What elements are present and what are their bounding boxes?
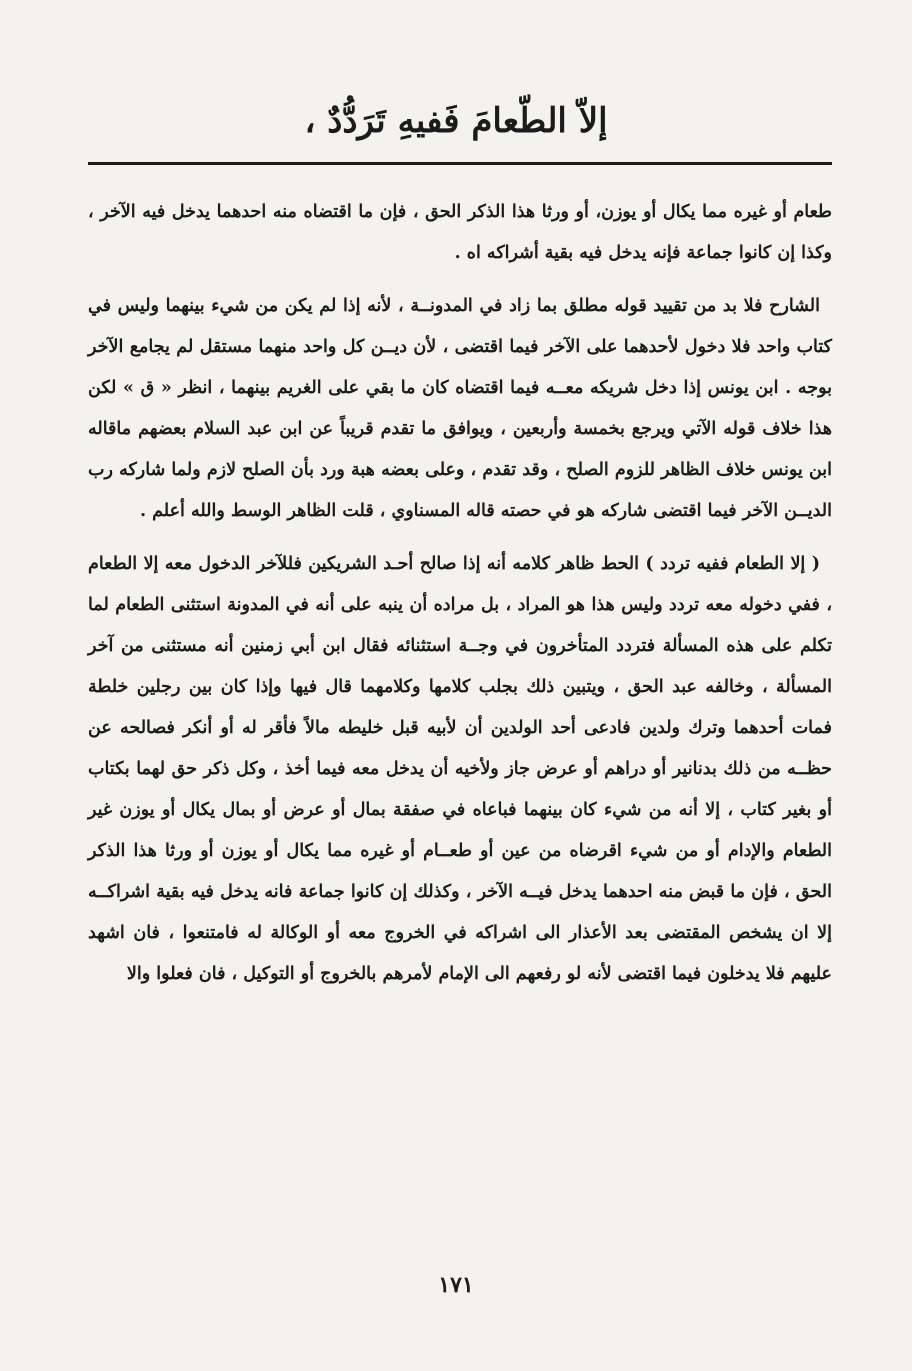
page-number: ١٧١ bbox=[438, 1272, 474, 1298]
paragraph-main: ( إلا الطعام ففيه تردد ) الحط ظاهر كلامه أنه إذا صالح أحـد الشريكين فللآخر الدخول معه إلا الطعام ، ففي دخوله معه تردد وليس هذا هو المراد ، بل مراده أن ينبه على أنه في المدونة استثنى الطعام لما تكلم على هذه المسألة فتردد المتأخرون في وجــة استثنائه فقال ابن أبي زمنين أنه مستثنى من آخر المسألة ، وخالفه عبد الحق ، ويتبين ذلك بجلب كلامها وكلامهما قال فيها وإذا كان بين رجلين خلطة فمات أحدهما وترك ولدين فادعى أحد الولدين أن لأبيه قبل خليطه مالاً فأقر له أو أنكر فصالحه عن حظــه من ذلك بدنانير أو دراهم أو عرض جاز ولأخيه أن يدخل معه فيما أخذ ، وكل ذكر حق لهما بكتاب أو بغير كتاب ، إلا أنه من شيء كان بينهما فباعاه في صفقة بمال أو عرض أو بمال يكال أو يوزن غير الطعام والإدام أو من شيء اقرضاه من عين أو طعــام أو غيره مما يكال أو يوزن أو ورثا هذا الذكر الحق ، فإن ما قبض منه احدهما يدخل فيــه الآخر ، وكذلك إن كانوا جماعة فانه يدخل فيه بقية اشراكــه إلا ان يشخص المقتضى بعد الأعذار الى اشراكه في الخروج معه أو الوكالة له فامتنعوا ، فان اشهد عليهم فلا يدخلون فيما اقتضى لأنه لو رفعهم الى الإمام لأمرهم بالخروج أو التوكيل ، فان فعلوا والا bbox=[88, 554, 832, 984]
paragraph-continuation: طعام أو غيره مما يكال أو يوزن، أو ورثا هذا الذكر الحق ، فإن ما اقتضاه منه احدهما يدخل فيه الآخر ، وكذا إن كانوا جماعة فإنه يدخل فيه بقية أشراكه اه . bbox=[88, 202, 832, 263]
paragraph-commentary: الشارح فلا بد من تقييد قوله مطلق بما زاد في المدونــة ، لأنه إذا لم يكن من شيء بينهما وليس في كتاب واحد فلا دخول لأحدهما على الآخر فيما اقتضى ، لأن ديــن كل واحد منهما مستقل لم يجامع الآخر بوجه . ابن يونس إذا دخل شريكه معــه فيما اقتضاه كان ما بقي على الغريم بينهما ، انظر « ق » لكن هذا خلاف قوله الآتي ويرجع بخمسة وأربعين ، ويوافق ما تقدم قريباً عن ابن عبد السلام بعضهم ماقاله ابن يونس خلاف الظاهر للزوم الصلح ، وقد تقدم ، وعلى بعضه هبة ورد بأن الصلح لازم ولما شاركه رب الديــن الآخر فيما اقتضى شاركه هو في حصته قاله المسناوي ، قلت الظاهر الوسط والله أعلم . bbox=[88, 296, 832, 521]
running-head: إلاّ الطّعامَ فَفيهِ تَرَدُّدٌ ، bbox=[304, 101, 608, 141]
body-text bbox=[88, 192, 832, 995]
header-rule bbox=[88, 162, 832, 165]
